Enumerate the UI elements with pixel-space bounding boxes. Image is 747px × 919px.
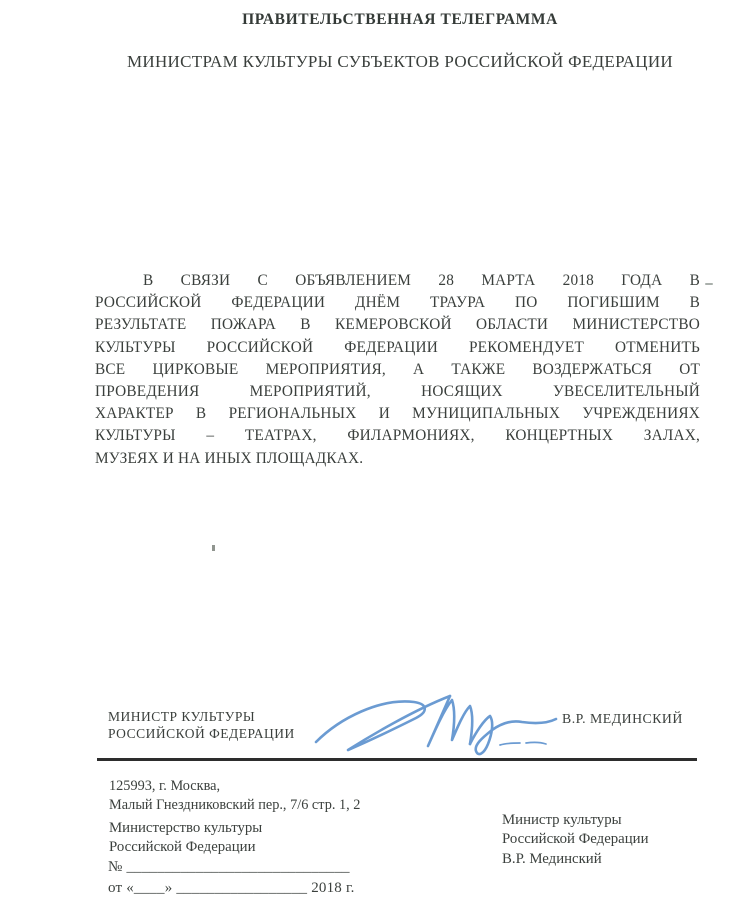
signatory-position [108,708,295,742]
scan-artifact-dash [705,283,713,285]
body-line: РОССИЙСКОЙ ФЕДЕРАЦИИ ДНЁМ ТРАУРА ПО ПОГИБШИМ В [95,294,700,312]
footer-signatory-title1: Министр культуры [502,812,622,828]
body-line: ПРОВЕДЕНИЯ МЕРОПРИЯТИЙ, НОСЯЩИХ УВЕСЕЛИТЕЛЬНЫЙ [95,382,700,400]
body-line: КУЛЬТУРЫ РОССИЙСКОЙ ФЕДЕРАЦИИ РЕКОМЕНДУЕТ ОТМЕНИТЬ [95,338,700,356]
document-number-blank: № _____________________________ [108,859,350,875]
footer-org-line2: Российской Федерации [109,839,256,855]
body-line: ВСЕ ЦИРКОВЫЕ МЕРОПРИЯТИЯ, А ТАКЖЕ ВОЗДЕРЖАТЬСЯ ОТ [95,360,700,378]
footer-address-line1: 125993, г. Москва, [109,778,221,794]
footer-signatory-block [502,811,649,869]
scan-artifact-dot [212,545,215,551]
body-line: РЕЗУЛЬТАТЕ ПОЖАРА В КЕМЕРОВСКОЙ ОБЛАСТИ МИНИСТЕРСТВО [95,316,700,334]
body-line: КУЛЬТУРЫ – ТЕАТРАХ, ФИЛАРМОНИЯХ, КОНЦЕРТНЫХ ЗАЛАХ, [95,427,700,445]
signatory-name: В.Р. МЕДИНСКИЙ [562,711,683,726]
footer-org-line1: Министерство культуры [109,820,263,836]
signatory-position-line2: РОССИЙСКОЙ ФЕДЕРАЦИИ [108,726,295,741]
footer-signatory-name: В.Р. Мединский [502,850,602,867]
body-line: МУЗЕЯХ И НА ИНЫХ ПЛОЩАДКАХ. [95,449,364,467]
body-line: ХАРАКТЕР В РЕГИОНАЛЬНЫХ И МУНИЦИПАЛЬНЫХ УЧРЕЖДЕНИЯХ [95,405,700,423]
signatory-position-line1: МИНИСТР КУЛЬТУРЫ [108,709,256,724]
footer-address-line2: Малый Гнездниковский пер., 7/6 стр. 1, 2 [109,797,361,813]
document-addressee: МИНИСТРАМ КУЛЬТУРЫ СУБЪЕКТОВ РОССИЙСКОЙ ФЕДЕРАЦИИ [126,52,673,71]
document-title: ПРАВИТЕЛЬСТВЕННАЯ ТЕЛЕГРАММА [242,11,558,28]
footer-signatory-title2: Российской Федерации [502,831,649,848]
divider-rule [97,758,697,761]
body-line: В СВЯЗИ С ОБЪЯВЛЕНИЕМ 28 МАРТА 2018 ГОДА В [143,272,700,289]
document-date-blank: от «____» _________________ 2018 г. [108,880,355,896]
document-body-paragraph [95,270,700,470]
handwritten-signature [310,686,562,758]
